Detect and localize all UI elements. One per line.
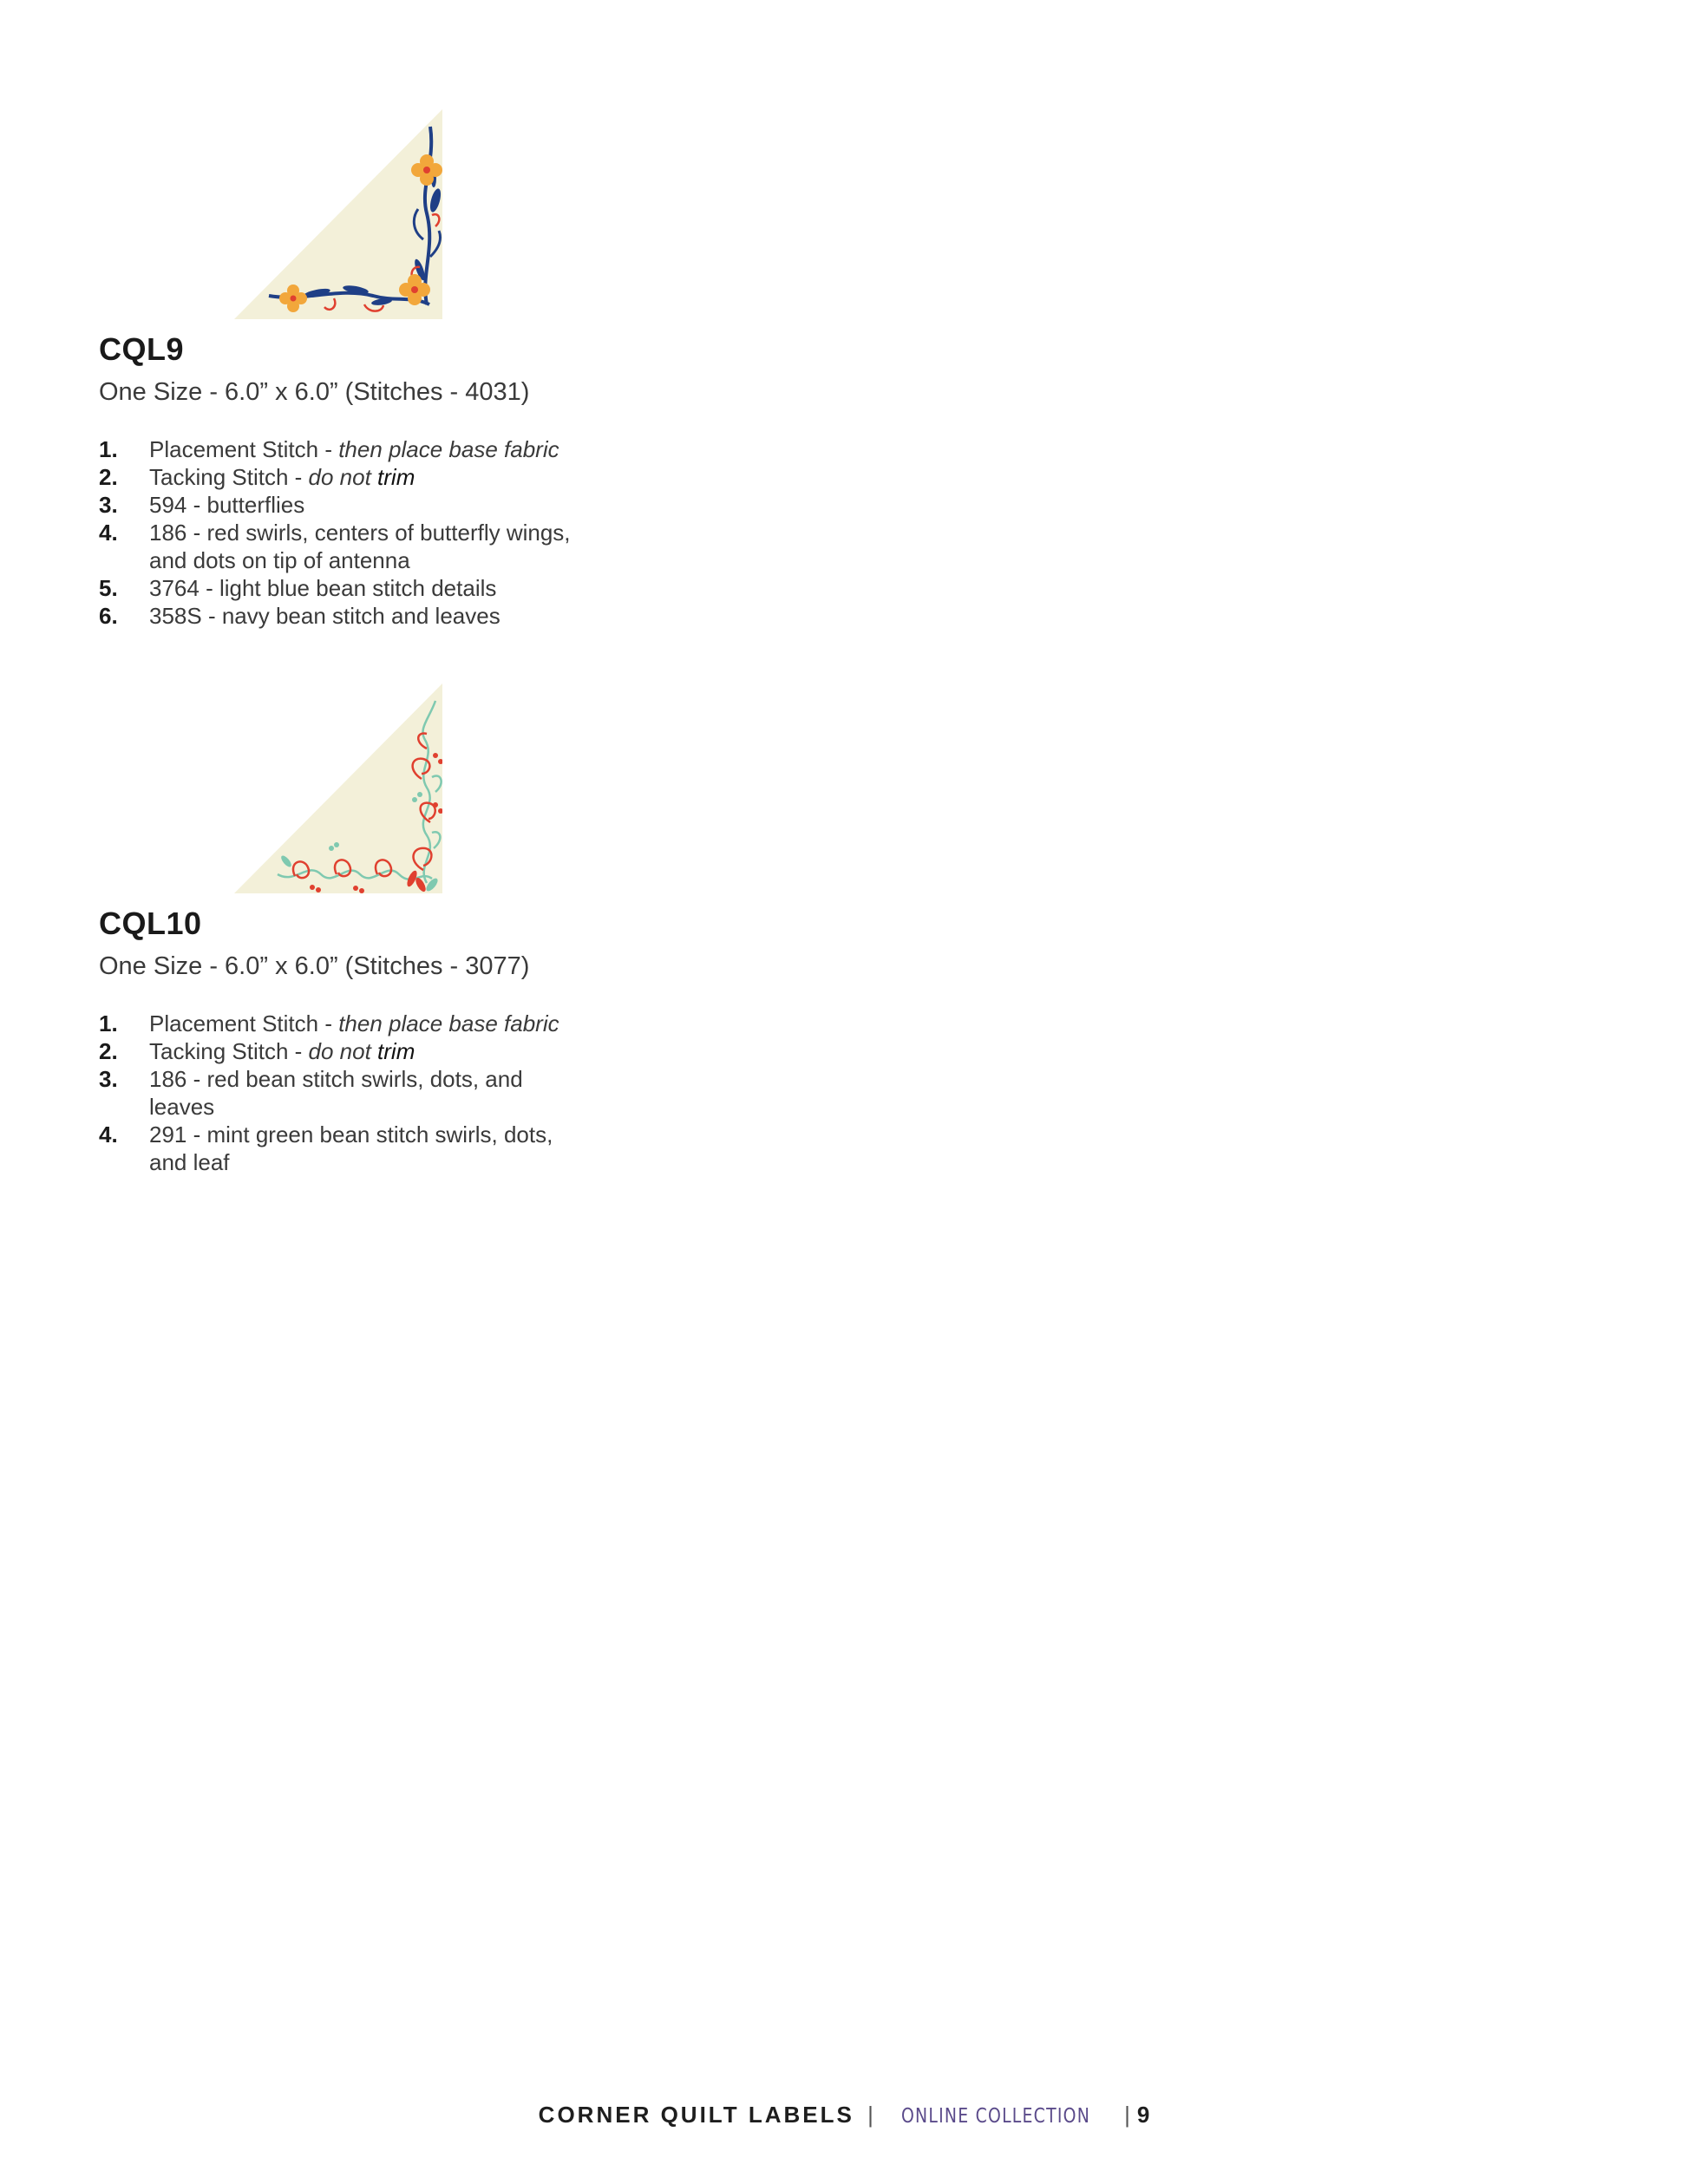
step-item: [99, 1121, 585, 1176]
step-item: [99, 1037, 585, 1065]
step-text: 291 - mint green bean stitch swirls, dots, and leaf: [149, 1121, 553, 1175]
corner-label-orange-flowers-icon: [234, 109, 442, 319]
footer-collection: ONLINE COLLECTION: [900, 2105, 1090, 2128]
page-footer: [0, 2101, 1688, 2130]
step-text: Placement Stitch -: [149, 436, 339, 462]
step-text: 186 - red swirls, centers of butterfly wings, and dots on tip of antenna: [149, 520, 571, 573]
step-number: 1.: [99, 436, 118, 462]
step-item: [99, 602, 585, 630]
step-number: 5.: [99, 575, 118, 601]
step-text: 358S - navy bean stitch and leaves: [149, 603, 501, 629]
step-number: 3.: [99, 1066, 118, 1092]
step-item: [99, 574, 585, 602]
design-size: One Size - 6.0” x 6.0” (Stitches - 3077): [99, 952, 530, 980]
step-note-tail: trim: [377, 464, 415, 490]
design-size: One Size - 6.0” x 6.0” (Stitches - 4031): [99, 378, 530, 406]
step-note: then place base fabric: [338, 1010, 559, 1036]
step-text: Tacking Stitch -: [149, 1038, 309, 1064]
step-number: 4.: [99, 1121, 118, 1148]
corner-label-red-mint-swirls-icon: [234, 683, 442, 893]
design-cql10: [99, 683, 585, 1176]
step-item: [99, 491, 585, 519]
step-item: [99, 1065, 585, 1121]
step-item: [99, 1010, 585, 1037]
step-number: 1.: [99, 1010, 118, 1036]
corner-label-image-cql9: [234, 109, 442, 319]
footer-separator: |: [1124, 2102, 1130, 2128]
step-item: [99, 519, 585, 574]
step-item: [99, 463, 585, 491]
step-number: 4.: [99, 520, 118, 546]
step-item: [99, 435, 585, 463]
design-cql9: [99, 109, 585, 630]
color-step-list: [99, 435, 585, 630]
step-note-tail: trim: [377, 1038, 415, 1064]
footer-separator: |: [867, 2102, 873, 2128]
page-number: 9: [1136, 2102, 1150, 2128]
color-step-list: [99, 1010, 585, 1176]
step-text: Placement Stitch -: [149, 1010, 339, 1036]
step-text: 186 - red bean stitch swirls, dots, and leaves: [149, 1066, 523, 1120]
step-note: do not: [308, 464, 378, 490]
footer-title: CORNER QUILT LABELS: [538, 2102, 854, 2128]
step-number: 6.: [99, 603, 118, 629]
step-number: 2.: [99, 464, 118, 490]
step-text: 3764 - light blue bean stitch details: [149, 575, 497, 601]
corner-label-image-cql10: [234, 683, 442, 893]
step-note: then place base fabric: [338, 436, 559, 462]
design-code: CQL10: [99, 906, 202, 941]
step-text: 594 - butterflies: [149, 492, 305, 518]
step-text: Tacking Stitch -: [149, 464, 309, 490]
step-number: 2.: [99, 1038, 118, 1064]
step-number: 3.: [99, 492, 118, 518]
design-code: CQL9: [99, 331, 185, 367]
step-note: do not: [308, 1038, 378, 1064]
